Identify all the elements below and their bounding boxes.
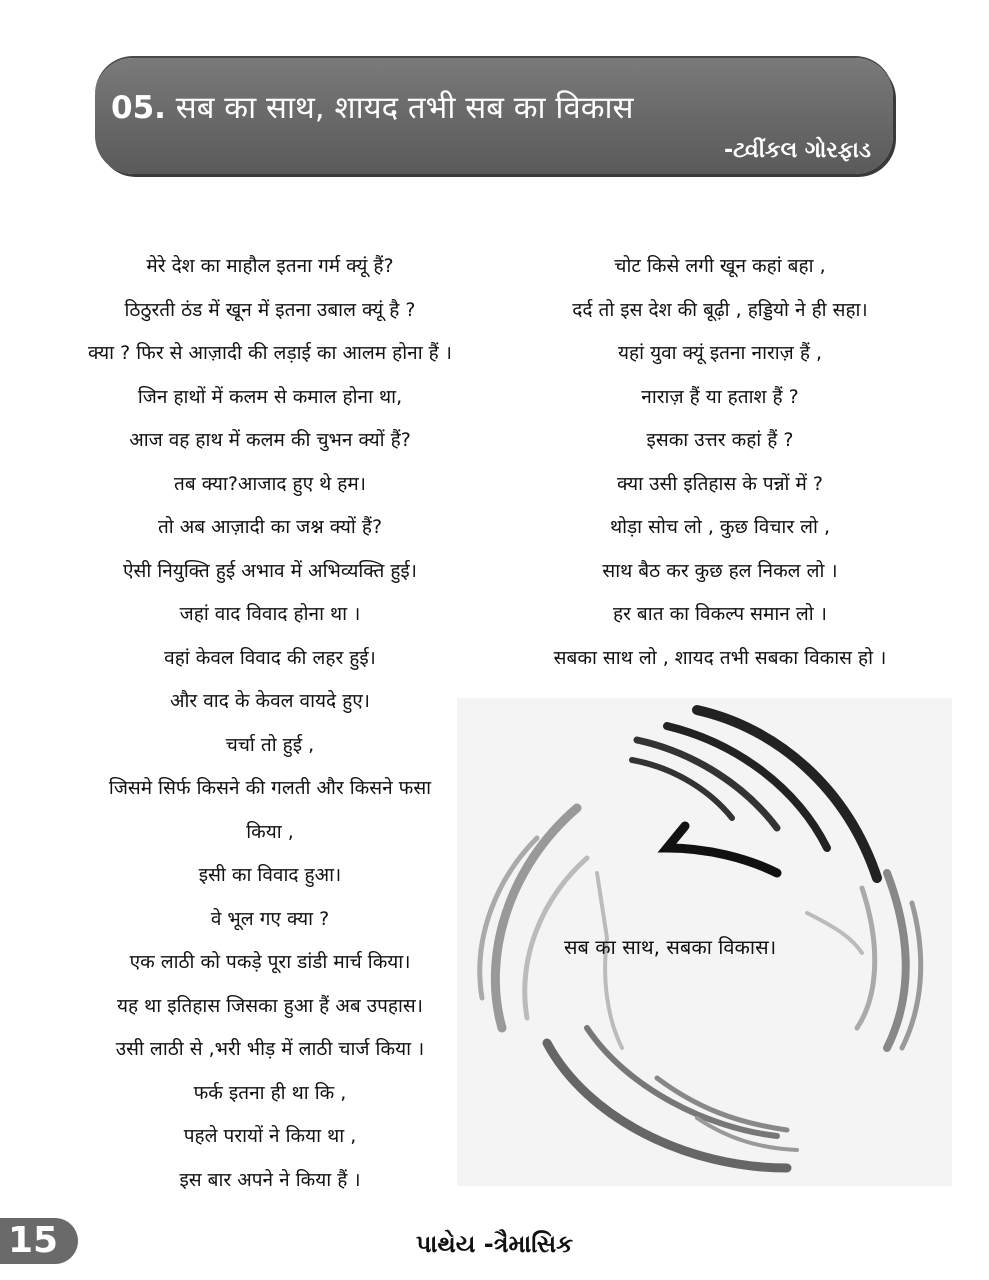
poem-line: जिसमे सिर्फ किसने की गलती और किसने फसा	[108, 777, 432, 799]
illustration-caption: सब का साथ, सबका विकास।	[564, 935, 777, 959]
poem-line: थोड़ा सोच लो , कुछ विचार लो ,	[609, 516, 831, 538]
poem-left-column	[50, 245, 490, 1202]
poem-line: यह था इतिहास जिसका हुआ हैं अब उपहास।	[117, 994, 423, 1017]
poem-line: आज वह हाथ में कलम की चुभन क्यों हैं?	[129, 429, 411, 451]
magazine-name: પાથેય -ત્રૈમાસિક	[415, 1230, 574, 1258]
poem-line: वे भूल गए क्या ?	[210, 907, 330, 930]
poem-line: इस बार अपने ने किया हैं ।	[179, 1168, 361, 1191]
poem-line: उसी लाठी से ,भरी भीड़ में लाठी चार्ज किया ।	[115, 1038, 425, 1060]
poem-line: हर बात का विकल्प समान लो ।	[613, 603, 827, 625]
poem-line: इसका उत्तर कहां हैं ?	[646, 429, 794, 451]
poem-line: यहां युवा क्यूं इतना नाराज़ हैं ,	[618, 342, 822, 364]
poem-line: और वाद के केवल वायदे हुए।	[169, 690, 370, 712]
poem-line: तो अब आज़ादी का जश्न क्यों हैं?	[157, 516, 383, 538]
poem-line: चोट किसे लगी खून कहां बहा ,	[614, 255, 826, 277]
poem-line: जिन हाथों में कलम से कमाल होना था,	[137, 385, 403, 408]
title-banner	[95, 58, 893, 174]
poem-line: इसी का विवाद हुआ।	[198, 864, 342, 886]
poem-line: किया ,	[246, 820, 294, 843]
poem-line: जहां वाद विवाद होना था ।	[179, 603, 361, 625]
article-number: 05.	[111, 90, 166, 126]
author-name: -ટ્વીંકલ ગોરફાડ	[724, 138, 871, 163]
poem-line: एक लाठी को पकड़े पूरा डांडी मार्च किया।	[129, 951, 411, 973]
poem-line: सबका साथ लो , शायद तभी सबका विकास हो ।	[553, 646, 887, 669]
poem-line: ठिठुरती ठंड में खून में इतना उबाल क्यूं है ?	[124, 298, 416, 321]
poem-line: दर्द तो इस देश की बूढ़ी , हड्डियो ने ही सहा।	[572, 298, 868, 321]
poem-line: साथ बैठ कर कुछ हल निकल लो ।	[602, 559, 838, 582]
poem-line: तब क्या?आजाद हुए थे हम।	[174, 472, 366, 495]
poem-line: ऐसी नियुक्ति हुई अभाव में अभिव्यक्ति हुई।	[123, 559, 417, 582]
page-number: 15	[0, 1218, 78, 1264]
poem-line: मेरे देश का माहौल इतना गर्म क्यूं हैं?	[146, 255, 394, 277]
poem-line: चर्चा तो हुई ,	[225, 733, 315, 756]
poem-line: फर्क इतना ही था कि ,	[193, 1081, 347, 1104]
poem-right-column	[505, 245, 935, 680]
article-title: सब का साथ, शायद तभी सब का विकास	[175, 90, 634, 126]
poem-line: नाराज़ हैं या हताश हैं ?	[641, 385, 799, 408]
poem-line: क्या ? फिर से आज़ादी की लड़ाई का आलम होना हैं ।	[87, 342, 452, 364]
page-title	[111, 86, 634, 128]
poem-line: वहां केवल विवाद की लहर हुई।	[164, 646, 376, 669]
illustration	[457, 698, 952, 1186]
poem-line: पहले परायों ने किया था ,	[183, 1125, 357, 1147]
poem-line: क्या उसी इतिहास के पन्नों में ?	[616, 472, 824, 495]
